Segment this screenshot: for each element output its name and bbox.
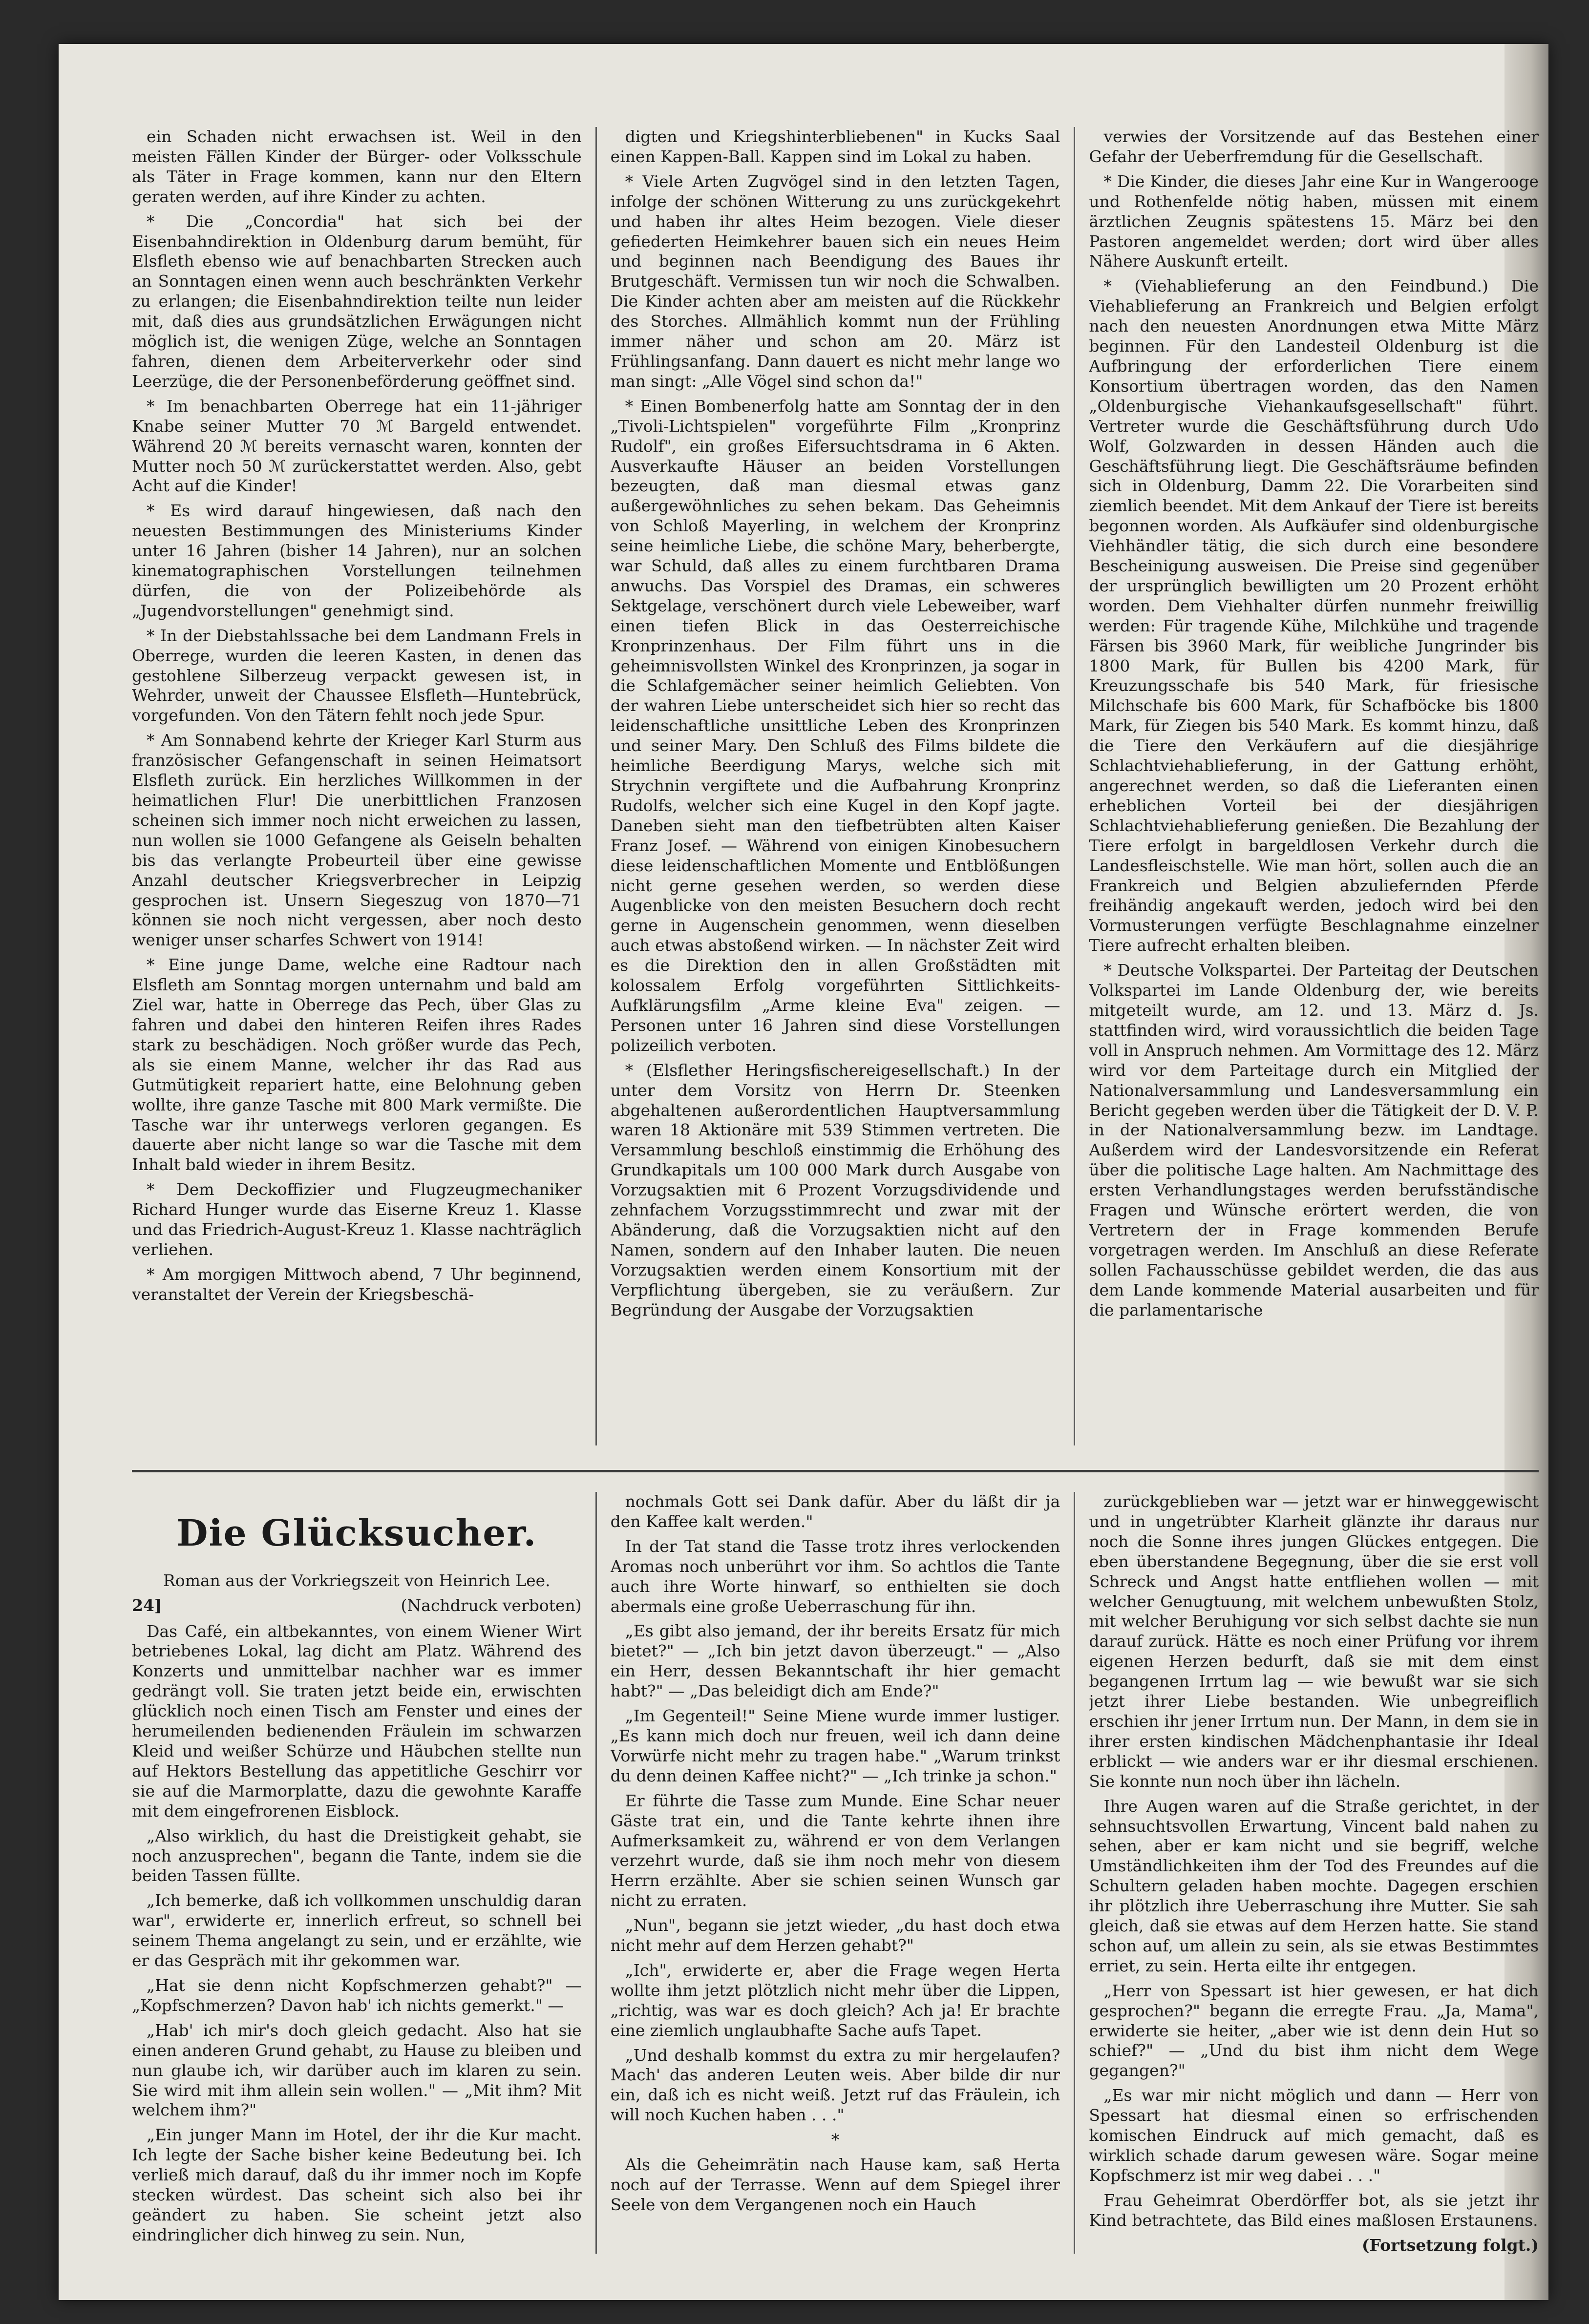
- story-column-1: [132, 1492, 582, 2254]
- local-news-section: [132, 127, 1539, 1445]
- column-rule: [1074, 1492, 1075, 2254]
- paragraph: „Nun", begann sie jetzt wieder, „du hast doch etwa nicht mehr auf dem Herzen gehabt?": [610, 1916, 1060, 1955]
- continuation-note: (Fortsetzung folgt.): [1361, 2235, 1539, 2254]
- story-column-3: [1089, 1492, 1539, 2254]
- paragraph: „Und deshalb kommst du extra zu mir hergelaufen? Mach' das anderen Leuten weis. Aber bilde dir nur ein, daß ich es nicht weiß. Jetzt ruf das Fräulein, ich will noch Kuchen haben . . .": [610, 2045, 1060, 2125]
- reprint-notice: (Nachdruck verboten): [401, 1595, 582, 1615]
- paragraph: „Es gibt also jemand, der ihr bereits Ersatz für mich bietet?" — „Ich bin jetzt davon überzeugt." — „Also ein Herr, dessen Bekanntschaft ihr hier gemacht habt?" — „Das beleidigt dich am Ende?": [610, 1621, 1060, 1701]
- paragraph: * Die „Concordia" hat sich bei der Eisenbahndirektion in Oldenburg darum bemüht, für Elsfleth ebenso wie auf benachbarten Strecken auch an Sonntagen einen wenn auch beschränkten Verkehr zu erlangen; die Eisenbahndirektion teilte nun leider mit, daß dies aus grundsätzlichen Erwägungen nicht möglich ist, die wenigen Züge, welche an Sonntagen fahren, dienen dem Arbeiterverkehr oder sind Leerzüge, die der Personenbeförderung geöffnet sind.: [132, 211, 582, 391]
- paragraph: „Also wirklich, du hast die Dreistigkeit gehabt, sie noch anzusprechen", begann die Tante, indem sie die beiden Tassen füllte.: [132, 1826, 582, 1885]
- news-column-1: [132, 127, 582, 1445]
- paragraph: * Es wird darauf hingewiesen, daß nach den neuesten Bestimmungen des Ministeriums Kinder unter 16 Jahren (bisher 14 Jahren), nur an solchen kinematographischen Vorstellungen teilnehmen dürfen, die von der Polizeibehörde als „Jugendvorstellungen" genehmigt sind.: [132, 501, 582, 620]
- paragraph: Als die Geheimrätin nach Hause kam, saß Herta noch auf der Terrasse. Wenn auf dem Spiegel ihrer Seele von dem Vergangenen noch ein Hauch: [610, 2155, 1060, 2214]
- paragraph: zurückgeblieben war — jetzt war er hinweggewischt und in ungetrübter Klarheit glänzte ihr daraus nur noch die Sonne ihres jungen Glückes entgegen. Die eben überstandene Begegnung, über die sie erst voll Schreck und Angst hatte entfliehen wollen — mit welcher Genugtuung, mit welchem unbewußten Stolz, mit welcher Beruhigung vor sich selbst dachte sie nun darauf zurück. Hätte es noch einer Prüfung vor ihrem eigenen Herzen bedurft, daß sie mit dem einst begangenen Irrtum lag — wie bewußt war sie sich jetzt ihrer Liebe bestanden. Wie unbegreiflich erschien ihr jener Irrtum nun. Der Mann, in dem sie in ihrer ersten kindischen Mädchenphantasie ihr Ideal erblickt — wie anders war er ihr diesmal erschienen. Sie konnte nun noch über ihn lächeln.: [1089, 1492, 1539, 1791]
- paragraph: * Einen Bombenerfolg hatte am Sonntag der in den „Tivoli-Lichtspielen" vorgeführte Film „Kronprinz Rudolf", ein großes Eifersuchtsdrama in 6 Akten. Ausverkaufte Häuser an beiden Vorstellungen bezeugten, daß man diesmal etwas ganz außergewöhnliches zu sehen bekam. Das Geheimnis von Schloß Mayerling, in welchem der Kronprinz seine heimliche Liebe, die schöne Mary, beherbergte, war Schuld, daß alles zu einem furchtbaren Drama anwuchs. Das Vorspiel des Dramas, ein schweres Sektgelage, verschönert durch viele Lebeweiber, warf einen tiefen Blick in das Oesterreichische Kronprinzenhaus. Der Film führt uns in die geheimnisvollsten Winkel des Kronprinzen, ja sogar in die Schlafgemächer seiner heimlich Geliebten. Von der wahren Liebe unterscheidet sich hier so recht das leidenschaftliche unsittliche Leben des Kronprinzen und seiner Mary. Den Schluß des Films bildete die heimliche Beerdigung Marys, welche sich mit Strychnin vergiftete und die Aufbahrung Kronprinz Rudolfs, welcher sich eine Kugel in den Kopf jagte. Daneben sieht man den tiefbetrübten alten Kaiser Franz Josef. — Während von einigen Kinobesuchern diese leidenschaftlichen Momente und Entblößungen nicht gerne gesehen werden, so werden diese Augenblicke von den meisten Besuchern doch recht gerne in Augenschein genommen, wenn dieselben auch etwas abstoßend wirken. — In nächster Zeit wird es die Direktion den in allen Großstädten mit kolossalem Erfolg vorgeführten Sittlichkeits-Aufklärungsfilm „Arme kleine Eva" zeigen. — Personen unter 16 Jahren sind diese Vorstellungen polizeilich verboten.: [610, 396, 1060, 1055]
- paragraph: „Im Gegenteil!" Seine Miene wurde immer lustiger. „Es kann mich doch nur freuen, weil ich dann deine Vorwürfe nicht mehr zu tragen habe." „Warum trinkst du denn deinen Kaffee nicht?" — „Ich trinke ja schon.": [610, 1706, 1060, 1785]
- paragraph: verwies der Vorsitzende auf das Bestehen einer Gefahr der Ueberfremdung für die Gesellschaft.: [1089, 127, 1539, 166]
- paragraph: * Die Kinder, die dieses Jahr eine Kur in Wangerooge und Rothenfelde nötig haben, müssen mit einem ärztlichen Zeugnis spätestens 15. März bei den Pastoren angemeldet werden; dort wird über alles Nähere Auskunft erteilt.: [1089, 171, 1539, 271]
- section-divider: [132, 1470, 1539, 1472]
- news-column-3: [1089, 127, 1539, 1445]
- installment-number: 24]: [132, 1595, 162, 1615]
- paragraph: „Hab' ich mir's doch gleich gedacht. Also hat sie einen anderen Grund gehabt, zu Hause zu bleiben und nun glaube ich, wir darüber auch im klaren zu sein. Sie wird mit ihm allein sein wollen." — „Mit ihm? Mit welchem ihm?": [132, 2020, 582, 2120]
- paragraph: * Eine junge Dame, welche eine Radtour nach Elsfleth am Sonntag morgen unternahm und bald am Ziel war, hatte in Oberrege das Pech, über Glas zu fahren und dabei den hinteren Reifen ihres Rades stark zu beschädigen. Noch größer wurde das Pech, als sie einem Manne, welcher ihr das Rad aus Gutmütigkeit repariert hatte, eine Belohnung geben wollte, ihre ganze Tasche mit 800 Mark vermißte. Die Tasche war ihr unterwegs verloren gegangen. Es dauerte aber nicht lange so war die Tasche mit dem Inhalt bald wieder in ihrem Besitz.: [132, 955, 582, 1174]
- paragraph: * Am morgigen Mittwoch abend, 7 Uhr beginnend, veranstaltet der Verein der Kriegsbeschä-: [132, 1264, 582, 1304]
- column-rule: [1074, 127, 1075, 1445]
- story-byline: Roman aus der Vorkriegszeit von Heinrich Lee.: [163, 1570, 551, 1590]
- paragraph: „Ein junger Mann im Hotel, der ihr die Kur macht. Ich legte der Sache bisher keine Bedeutung bei. Ich verließ mich darauf, daß du ihr immer noch im Kopfe stecken würdest. Das scheint sich also bei ihr geändert zu haben. Sie scheint jetzt also eindringlicher dich hinweg zu sein. Nun,: [132, 2125, 582, 2244]
- newspaper-page: [59, 44, 1548, 2300]
- installment-line: [132, 1596, 582, 1616]
- paragraph: * Dem Deckoffizier und Flugzeugmechaniker Richard Hunger wurde das Eiserne Kreuz 1. Klasse und das Friedrich-August-Kreuz 1. Klasse nachträglich verliehen.: [132, 1180, 582, 1259]
- paragraph: * (Viehablieferung an den Feindbund.) Die Viehablieferung an Frankreich und Belgien erfolgt nach den neuesten Anordnungen etwa Mitte März beginnen. Für den Landesteil Oldenburg ist die Aufbringung der erforderlichen Tiere einem Konsortium übertragen worden, das den Namen „Oldenburgische Viehankaufsgesellschaft" führt. Vertreter wurde die Geschäftsführung durch Udo Wolf, Golzwarden in dessen Händen auch die Geschäftsführung liegt. Die Geschäftsräume befinden sich in Oldenburg, Damm 22. Die Vorarbeiten sind ziemlich beendet. Mit dem Ankauf der Tiere ist bereits begonnen worden. Als Aufkäufer sind oldenburgische Viehhändler tätig, die sich durch eine besondere Bescheinigung ausweisen. Die Preise sind gegenüber der ursprünglich bewilligten um 20 Prozent erhöht worden. Dem Viehhalter dürfen nunmehr freiwillig werden: Für tragende Kühe, Milchkühe und tragende Färsen bis 3960 Mark, für weibliche Jungrinder bis 1800 Mark, für Bullen bis 4200 Mark, für Kreuzungsschafe bis 540 Mark, für friesische Milchschafe bis 600 Mark, für Schafböcke bis 1800 Mark, für Ziegen bis 540 Mark. Es kommt hinzu, daß die Tiere den Verkäufern auf die diesjährige Schlachtviehablieferung, in der Gattung erhöht, angerechnet werden, so daß die Lieferanten einen erheblichen Vorteil bei der diesjährigen Schlachtviehablieferung genießen. Die Bezahlung der Tiere erfolgt in bargeldlosen Verkehr durch die Landesfleischstelle. Wie man hört, sollen auch die an Frankreich und Belgien abzuliefernden Pferde freihändig angekauft werden, jedoch wird bei den Vormusterungen verfügte Beschlagnahme einzelner Tiere aufrecht erhalten bleiben.: [1089, 276, 1539, 955]
- paragraph: „Herr von Spessart ist hier gewesen, er hat dich gesprochen?" begann die erregte Frau. „Ja, Mama", erwiderte sie heiter, „aber wie ist denn dein Hut so schief?" — „Und du bist ihm nicht dem Wege gegangen?": [1089, 1981, 1539, 2080]
- paragraph: * Im benachbarten Oberrege hat ein 11-jähriger Knabe seiner Mutter 70 ℳ Bargeld entwendet. Während 20 ℳ bereits vernascht waren, konnten der Mutter noch 50 ℳ zurückerstattet werden. Also, gebt Acht auf die Kinder!: [132, 396, 582, 496]
- paragraph: Er führte die Tasse zum Munde. Eine Schar neuer Gäste trat ein, und die Tante kehrte ihnen ihre Aufmerksamkeit zu, während er von dem Verlangen verzehrt wurde, daß sie ihm noch mehr von diesem Herrn erzählte. Aber sie schien seinen Wunsch gar nicht zu erraten.: [610, 1791, 1060, 1910]
- paragraph: Ihre Augen waren auf die Straße gerichtet, in der sehnsuchtsvollen Erwartung, Vincent bald nahen zu sehen, aber er kam nicht und sie begriff, welche Umständlichkeiten ihm der Tod des Freundes auf die Schultern geladen haben mochte. Dagegen erschien ihr plötzlich ihre Ueberraschung ihre Mutter. Sie sah gleich, daß sie etwas auf dem Herzen hatte. Sie stand schon auf, um allein zu sein, als sie etwas Bestimmtes erriet, zu sein. Herta eilte ihr entgegen.: [1089, 1796, 1539, 1975]
- story-column-2: [611, 1492, 1060, 2254]
- paragraph: nochmals Gott sei Dank dafür. Aber du läßt dir ja den Kaffee kalt werden.": [610, 1492, 1060, 1531]
- paragraph: * Viele Arten Zugvögel sind in den letzten Tagen, infolge der schönen Witterung zu uns zurückgekehrt und haben ihr altes Heim bezogen. Viele dieser gefiederten Heimkehrer bauen sich ein neues Heim und beginnen nach Beendigung des Baues ihr Brutgeschäft. Vermissen tun wir noch die Schwalben. Die Kinder achten aber am meisten auf die Rückkehr des Storches. Allmählich kommt nun der Frühling immer näher und schon am 20. März ist Frühlingsanfang. Dann dauert es nicht mehr lange wo man singt: „Alle Vögel sind schon da!": [610, 171, 1060, 391]
- paragraph: „Es war mir nicht möglich und dann — Herr von Spessart hat diesmal einen so erfrischenden komischen Eindruck auf mich gemacht, daß es wirklich schade darum gewesen wäre. Sogar meine Kopfschmerz ist mir weg dabei . . .": [1089, 2086, 1539, 2185]
- paragraph: * Deutsche Volkspartei. Der Parteitag der Deutschen Volkspartei im Lande Oldenburg der, wie bereits mitgeteilt wurde, am 12. und 13. März d. Js. stattfinden wird, wird voraussichtlich die beiden Tage voll in Anspruch nehmen. Am Vormittage des 12. März wird vor dem Parteitage durch ein Mitglied der Nationalversammlung und Landesversammlung ein Bericht gegeben werden über die Tätigkeit der D. V. P. in der Nationalversammlung bezw. im Landtage. Außerdem wird der Landesvorsitzende ein Referat über die politische Lage halten. Am Nachmittage des ersten Verhandlungstages werden berufsständische Fragen und Wünsche erörtert werden, die von Vertretern der in Frage kommenden Berufe vorgetragen werden. Im Anschluß an diese Referate sollen Fachausschüsse gebildet werden, die das aus dem Lande kommende Material ausarbeiten und für die parlamentarische: [1089, 961, 1539, 1319]
- story-title: Die Glücksucher.: [176, 1512, 537, 1554]
- paragraph: „Hat sie denn nicht Kopfschmerzen gehabt?" — „Kopfschmerzen? Davon hab' ich nichts gemerkt." —: [132, 1975, 582, 2015]
- paragraph: „Ich", erwiderte er, aber die Frage wegen Herta wollte ihm jetzt plötzlich nicht mehr über die Lippen, „richtig, was war es doch gleich? Ach ja! Er brachte eine ziemlich unglaubhafte Sache aufs Tapet.: [610, 1960, 1060, 2040]
- paragraph: * Am Sonnabend kehrte der Krieger Karl Sturm aus französischer Gefangenschaft in seinen Heimatsort Elsfleth zurück. Ein herzliches Willkommen in der heimatlichen Flur! Die unerbittlichen Franzosen scheinen sich immer noch nicht erweichen zu lassen, nun wollen sie 1000 Gefangene als Geiseln behalten bis das verlangte Probeurteil über eine gewisse Anzahl deutscher Kriegsverbrecher in Leipzig gesprochen ist. Unsern Siegeszug von 1870—71 können sie noch nicht vergessen, aber noch desto weniger unser scharfes Schwert von 1914!: [132, 731, 582, 950]
- paragraph: digten und Kriegshinterbliebenen" in Kucks Saal einen Kappen-Ball. Kappen sind im Lokal zu haben.: [610, 127, 1060, 166]
- paragraph: Das Café, ein altbekanntes, von einem Wiener Wirt betriebenes Lokal, lag dicht am Platz. Während des Konzerts und unmittelbar nachher war es immer gedrängt voll. Sie traten jetzt beide ein, erwischten glücklich noch einen Tisch am Fenster und eines der herumeilenden bedienenden Fräulein im schwarzen Kleid und weißer Schürze und Häubchen stellte nun auf Hektors Bestellung das appetitliche Geschirr vor sie auf die Marmorplatte, dazu die gewohnte Karaffe mit dem eingefrorenen Eisblock.: [132, 1621, 582, 1821]
- news-column-2: [611, 127, 1060, 1445]
- paragraph: „Ich bemerke, daß ich vollkommen unschuldig daran war", erwiderte er, innerlich erfreut, so schnell bei seinem Thema angelangt zu sein, und er erzählte, wie er das Gespräch mit ihr gekommen war.: [132, 1891, 582, 1970]
- paragraph: Frau Geheimrat Oberdörffer bot, als sie jetzt ihr Kind betrachtete, das Bild eines maßlosen Erstaunens.: [1089, 2190, 1539, 2230]
- paragraph: * In der Diebstahlssache bei dem Landmann Frels in Oberrege, wurden die leeren Kasten, in denen das gestohlene Silberzeug verpackt gewesen ist, in Wehrder, unweit der Chaussee Elsfleth—Huntebrück, vorgefunden. Von den Tätern fehlt noch jede Spur.: [132, 626, 582, 725]
- column-rule: [595, 1492, 597, 2254]
- serial-novel-section: [132, 1492, 1539, 2254]
- paragraph: In der Tat stand die Tasse trotz ihres verlockenden Aromas noch unberührt vor ihm. So achtlos die Tante auch ihre Worte hinwarf, so enthielten sie doch abermals eine große Ueberraschung für ihn.: [610, 1536, 1060, 1616]
- paragraph: ein Schaden nicht erwachsen ist. Weil in den meisten Fällen Kinder der Bürger- oder Volksschule als Täter in Frage kommen, kann nur den Eltern geraten werden, auf ihre Kinder zu achten.: [132, 127, 582, 206]
- section-break-star: *: [831, 2130, 840, 2150]
- paragraph: * (Elsflether Heringsfischereigesellschaft.) In der unter dem Vorsitz von Herrn Dr. Steenken abgehaltenen außerordentlichen Hauptversammlung waren 18 Aktionäre mit 539 Stimmen vertreten. Die Versammlung beschloß einstimmig die Erhöhung des Grundkapitals um 100 000 Mark durch Ausgabe von Vorzugsaktien mit 6 Prozent Vorzugsdividende und zehnfachem Vorzugsstimmrecht und zwar mit der Abänderung, daß die Vorzugsaktien nicht auf den Namen, sondern auf den Inhaber lauten. Die neuen Vorzugsaktien werden einem Konsortium mit der Verpflichtung übergeben, sie zu veräußern. Zur Begründung der Ausgabe der Vorzugsaktien: [610, 1060, 1060, 1319]
- column-rule: [595, 127, 597, 1445]
